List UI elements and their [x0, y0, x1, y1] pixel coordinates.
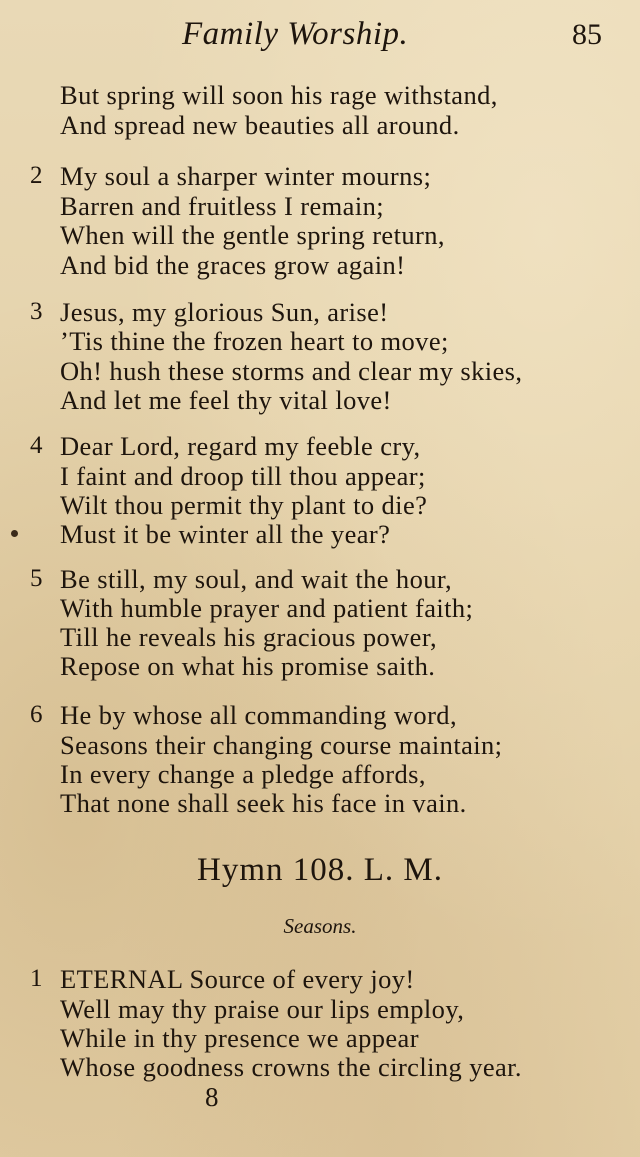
page-number: 85 — [572, 18, 602, 51]
hymn-subtitle: Seasons. — [283, 914, 357, 938]
verse-line: In every change a pledge affords, — [60, 759, 426, 789]
page-header — [0, 14, 640, 58]
verse-line: And let me feel thy vital love! — [60, 385, 392, 415]
verse-line: Oh! hush these storms and clear my skies, — [60, 356, 523, 386]
verse-line: Wilt thou permit thy plant to die? — [60, 490, 428, 520]
hymn-title: Hymn 108. L. M. — [197, 852, 443, 888]
verse-line: Repose on what his promise saith. — [60, 651, 436, 681]
verse-line: Must it be winter all the year? — [60, 519, 391, 549]
verse-number: 1 — [30, 965, 43, 992]
verse-line: ETERNAL Source of every joy! — [60, 964, 415, 994]
verse-number: 4 — [30, 432, 43, 459]
verse-line: And spread new beauties all around. — [60, 110, 460, 140]
verse-number: 5 — [30, 565, 43, 592]
verse-line: While in thy presence we appear — [60, 1023, 419, 1053]
verse-line: Be still, my soul, and wait the hour, — [60, 564, 453, 594]
verse-line: With humble prayer and patient faith; — [60, 593, 474, 623]
verse-line: Well may thy praise our lips employ, — [60, 994, 465, 1024]
verse-line: When will the gentle spring return, — [60, 220, 445, 250]
signature-mark: 8 — [205, 1082, 219, 1112]
running-title: Family Worship. — [182, 16, 409, 52]
verse-line: My soul a sharper winter mourns; — [60, 161, 432, 191]
verse-line: That none shall seek his face in vain. — [60, 788, 467, 818]
verse-line: ’Tis thine the frozen heart to move; — [60, 326, 449, 356]
ink-spot — [11, 530, 18, 537]
verse-line: He by whose all commanding word, — [60, 700, 457, 730]
verse-line: And bid the graces grow again! — [60, 250, 406, 280]
verse-number: 6 — [30, 701, 43, 728]
verse-line: But spring will soon his rage withstand, — [60, 80, 498, 110]
verse-line: Dear Lord, regard my feeble cry, — [60, 431, 421, 461]
verse-line: Barren and fruitless I remain; — [60, 191, 384, 221]
verse-line: Seasons their changing course maintain; — [60, 730, 503, 760]
verse-line: I faint and droop till thou appear; — [60, 461, 426, 491]
verse-number: 2 — [30, 162, 43, 189]
verse-line: Whose goodness crowns the circling year. — [60, 1052, 522, 1082]
verse-line: Jesus, my glorious Sun, arise! — [60, 297, 389, 327]
verse-line: Till he reveals his gracious power, — [60, 622, 438, 652]
verse-number: 3 — [30, 298, 43, 325]
